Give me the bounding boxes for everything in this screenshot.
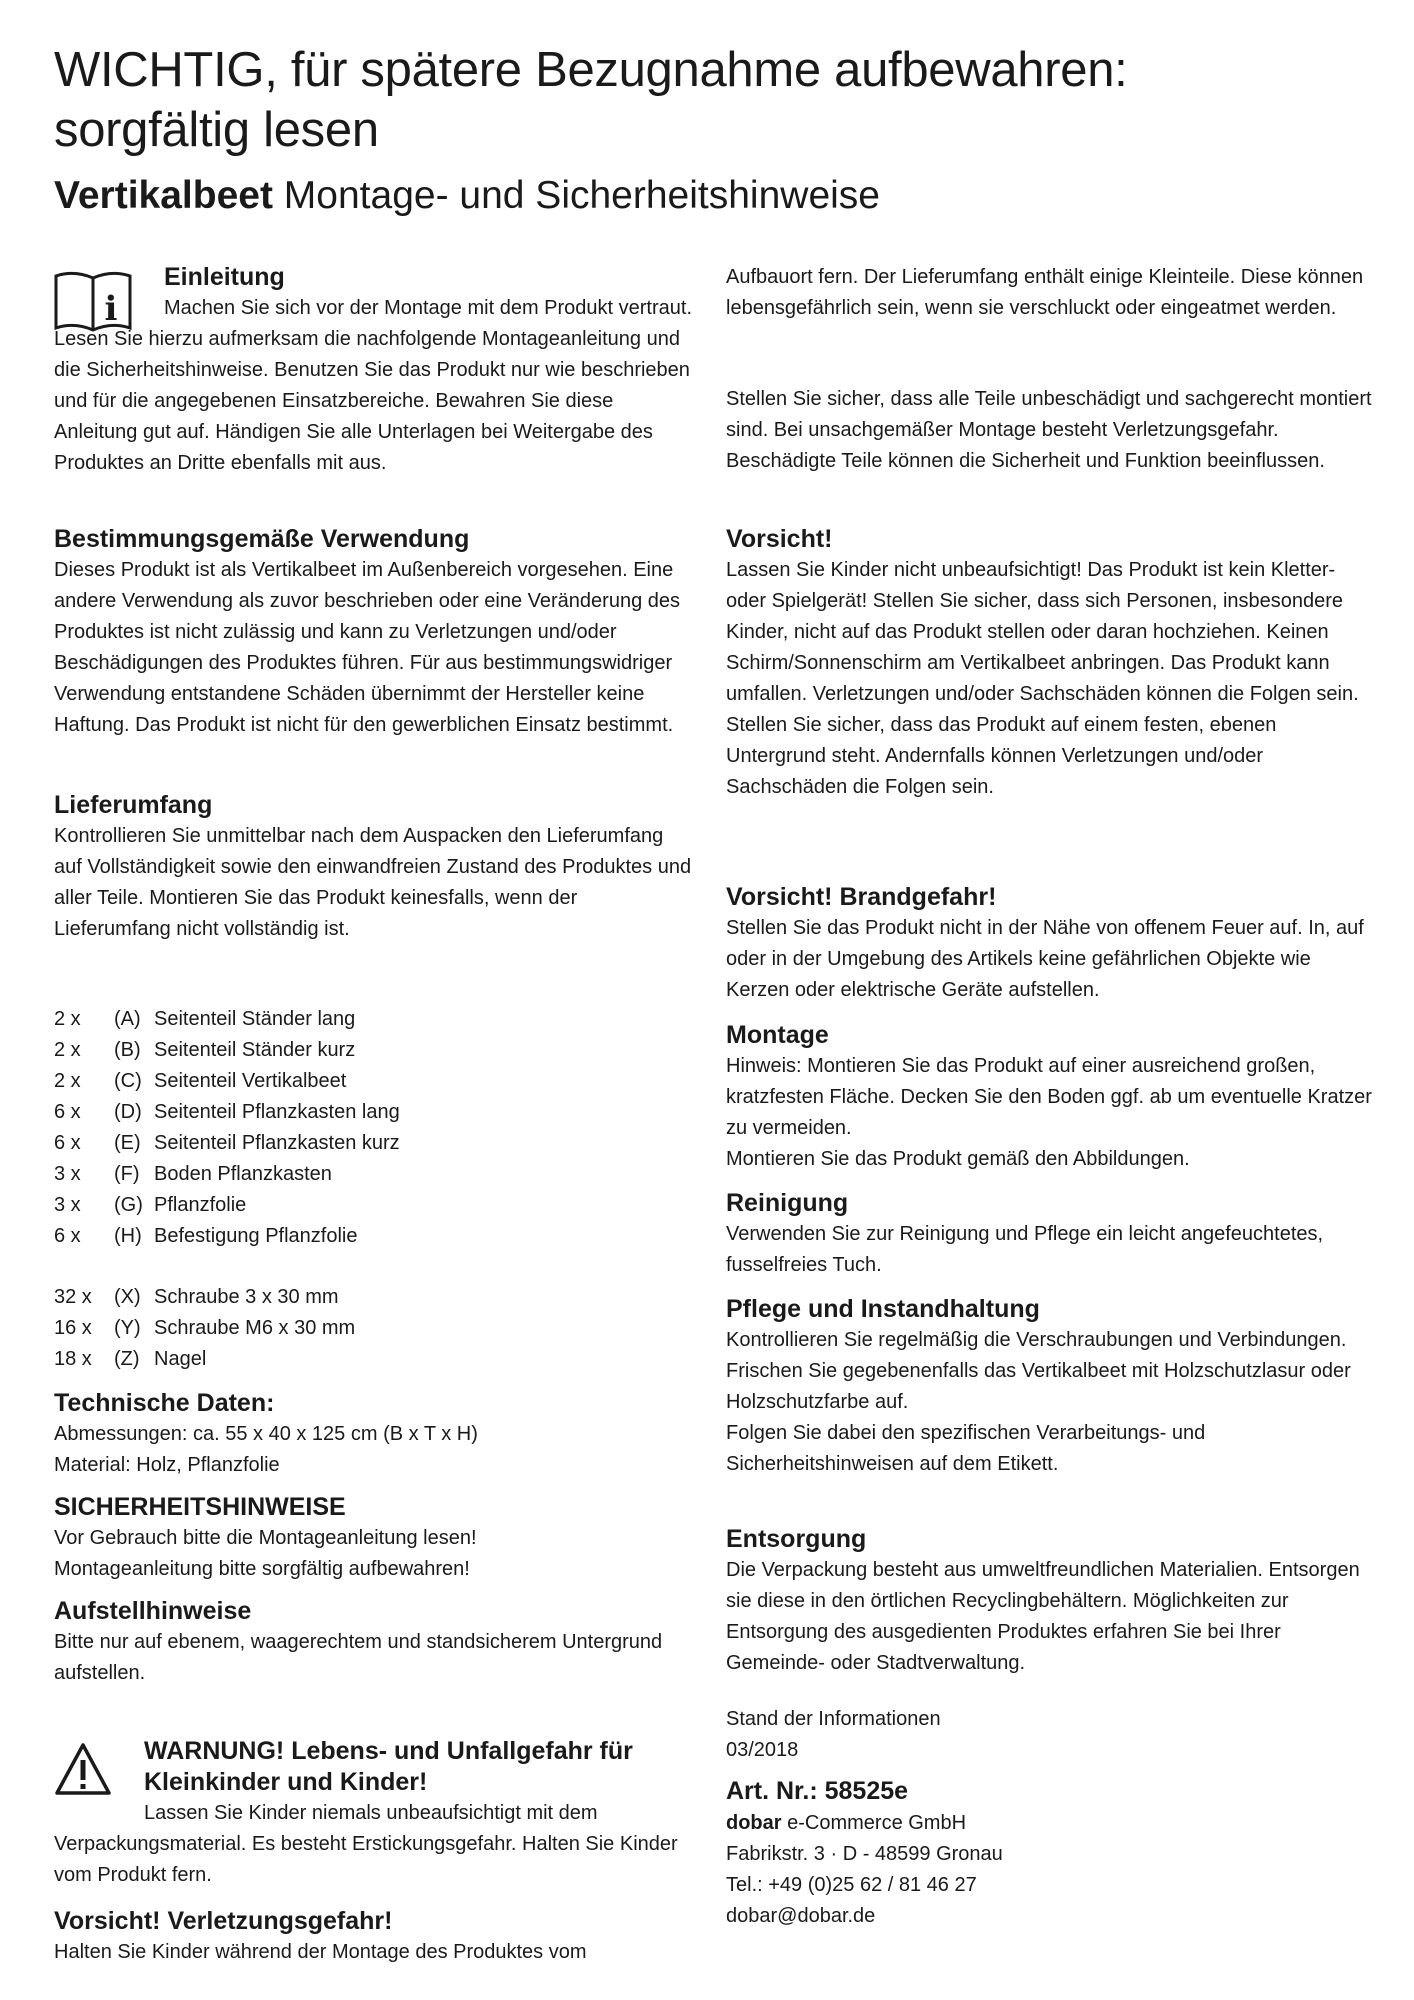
- delivery-text: Kontrollieren Sie unmittelbar nach dem Auspacken den Lieferumfang auf Vollständigkeit sowie den einwandfreien Zustand des Produktes und aller Teile. Montieren Sie das Produkt keinesfalls, wenn der Lieferumfang nicht vollständig ist.: [54, 825, 692, 940]
- intended-use-text: Dieses Produkt ist als Vertikalbeet im Außenbereich vorgesehen. Eine andere Verwendung als zuvor beschrieben oder eine Veränderung des Produktes ist nicht zulässig und kann zu Verletzungen und/oder Beschädigungen des Produktes führen. Für aus bestimmungswidriger Verwendung entstandene Schäden übernimmt der Hersteller keine Haftung. Das Produkt ist nicht für den gewerblichen Einsatz bestimmt.: [54, 559, 680, 736]
- part-letter: (H): [114, 1225, 142, 1247]
- hardware-row: [54, 1282, 355, 1313]
- assembly-heading: Montage: [726, 1021, 829, 1049]
- section-imprint: [726, 1704, 1374, 1932]
- part-name: Nagel: [154, 1348, 207, 1370]
- part-quantity: 3 x: [54, 1163, 81, 1185]
- hardware-row: [54, 1313, 355, 1344]
- company-phone: Tel.: +49 (0)25 62 / 81 46 27: [726, 1874, 977, 1896]
- warning-triangle-icon: [54, 1742, 112, 1796]
- intended-use-heading: Bestimmungsgemäße Verwendung: [54, 525, 470, 553]
- part-name: Seitenteil Pflanzkasten kurz: [154, 1132, 400, 1154]
- tech-dimensions: Abmessungen: ca. 55 x 40 x 125 cm (B x T x H): [54, 1423, 478, 1445]
- info-book-icon: [54, 266, 132, 336]
- company-name: [726, 1808, 1374, 1839]
- part-letter: (X): [114, 1286, 141, 1308]
- disposal-heading: Entsorgung: [726, 1525, 867, 1553]
- company-brand: dobar: [726, 1812, 782, 1834]
- tech-heading: Technische Daten:: [54, 1389, 275, 1417]
- disposal-text: Die Verpackung besteht aus umweltfreundlichen Materialien. Entsorgen sie diese in den örtlichen Recyclingbehältern. Möglichkeiten zur Entsorgung des ausgedienten Produktes erfahren Sie bei Ihrer Gemeinde- oder Stadtverwaltung.: [726, 1559, 1360, 1674]
- parts-list: [54, 1004, 400, 1252]
- intro-text: Machen Sie sich vor der Montage mit dem Produkt vertraut. Lesen Sie hierzu aufmerksam die nachfolgende Montageanleitung und die Sicherheitshinweise. Benutzen Sie das Produkt nur wie beschrieben und für die angegebenen Einsatzbereiche. Bewahren Sie diese Anleitung gut auf. Händigen Sie alle Unterlagen bei Weitergabe des Produktes an Dritte ebenfalls mit aus.: [54, 297, 693, 474]
- care-text-3: Folgen Sie dabei den spezifischen Verarbeitungs- und Sicherheitshinweisen auf dem Etikett.: [726, 1422, 1206, 1475]
- injury-text: Halten Sie Kinder während der Montage des Produktes vom: [54, 1941, 587, 1963]
- info-date: 03/2018: [726, 1739, 799, 1761]
- fire-text: Stellen Sie das Produkt nicht in der Nähe von offenem Feuer auf. In, auf oder in der Umgebung des Artikels keine gefährlichen Objekte wie Kerzen oder elektrische Geräte aufstellen.: [726, 917, 1364, 1001]
- part-name: Seitenteil Ständer lang: [154, 1008, 356, 1030]
- part-name: Schraube 3 x 30 mm: [154, 1286, 339, 1308]
- parts-row: [54, 1035, 400, 1066]
- part-letter: (Y): [114, 1317, 141, 1339]
- title-line-1: WICHTIG, für spätere Bezugnahme aufbewahren:: [54, 43, 1128, 97]
- caution-text-2: Stellen Sie sicher, dass das Produkt auf einem festen, ebenen Untergrund steht. Andernfalls können Verletzungen und/oder Sachschäden die Folgen sein.: [726, 714, 1277, 798]
- injury-heading: Vorsicht! Verletzungsgefahr!: [54, 1907, 393, 1935]
- part-quantity: 18 x: [54, 1348, 92, 1370]
- page-subtitle: [54, 172, 1374, 220]
- assembly-text-2: Montieren Sie das Produkt gemäß den Abbildungen.: [726, 1148, 1190, 1170]
- section-cleaning: [726, 1188, 1374, 1281]
- parts-check-text: Stellen Sie sicher, dass alle Teile unbeschädigt und sachgerecht montiert sind. Bei unsachgemäßer Montage besteht Verletzungsgefahr. Beschädigte Teile können die Sicherheit und Funktion beeinflussen.: [726, 388, 1372, 472]
- company-email[interactable]: dobar@dobar.de: [726, 1905, 876, 1927]
- cleaning-heading: Reinigung: [726, 1189, 849, 1217]
- subtitle-product: Vertikalbeet: [54, 174, 273, 217]
- part-quantity: 6 x: [54, 1225, 81, 1247]
- info-date-label: Stand der Informationen: [726, 1708, 941, 1730]
- part-letter: (D): [114, 1101, 142, 1123]
- section-technical-data: [54, 1388, 694, 1481]
- safety-line-1: Vor Gebrauch bitte die Montageanleitung lesen!: [54, 1527, 477, 1549]
- part-name: Seitenteil Vertikalbeet: [154, 1070, 347, 1092]
- parts-row: [54, 1004, 400, 1035]
- care-text-1: Kontrollieren Sie regelmäßig die Verschraubungen und Verbindungen.: [726, 1329, 1347, 1351]
- warning-heading-line-2: Kleinkinder und Kinder!: [144, 1768, 428, 1796]
- part-letter: (E): [114, 1132, 141, 1154]
- article-number: Art. Nr.: 58525e: [726, 1777, 909, 1805]
- parts-row: [54, 1097, 400, 1128]
- caution-heading: Vorsicht!: [726, 525, 833, 553]
- warning-heading: [54, 1736, 694, 1798]
- part-quantity: 6 x: [54, 1101, 81, 1123]
- parts-row: [54, 1159, 400, 1190]
- warning-heading-line-1: WARNUNG! Lebens- und Unfallgefahr für: [144, 1737, 633, 1765]
- section-parts-check: [726, 384, 1374, 477]
- setup-heading: Aufstellhinweise: [54, 1597, 252, 1625]
- document-page: [54, 40, 1374, 1963]
- part-name: Pflanzfolie: [154, 1194, 247, 1216]
- part-quantity: 32 x: [54, 1286, 92, 1308]
- warning-text: Lassen Sie Kinder niemals unbeaufsichtigt mit dem Verpackungsmaterial. Es besteht Erstickungsgefahr. Halten Sie Kinder vom Produkt fern.: [54, 1802, 678, 1886]
- section-intro: [54, 262, 694, 479]
- hardware-row: [54, 1344, 355, 1375]
- part-letter: (Z): [114, 1348, 140, 1370]
- section-warning: [54, 1736, 694, 1891]
- part-quantity: 6 x: [54, 1132, 81, 1154]
- part-quantity: 3 x: [54, 1194, 81, 1216]
- safety-heading: SICHERHEITSHINWEISE: [54, 1493, 346, 1521]
- part-name: Schraube M6 x 30 mm: [154, 1317, 356, 1339]
- hardware-list: [54, 1282, 355, 1375]
- page-title: [54, 40, 1374, 160]
- section-assembly: [726, 1020, 1374, 1175]
- section-disposal: [726, 1524, 1374, 1679]
- section-setup: [54, 1596, 694, 1689]
- injury-text-continued: Aufbauort fern. Der Lieferumfang enthält einige Kleinteile. Diese können lebensgefährlich sein, wenn sie verschluckt oder eingeatmet werden.: [726, 266, 1364, 319]
- assembly-text-1: Hinweis: Montieren Sie das Produkt auf einer ausreichend großen, kratzfesten Fläche. Decken Sie den Boden ggf. ab um eventuelle Kratzer zu vermeiden.: [726, 1055, 1372, 1139]
- part-letter: (A): [114, 1008, 141, 1030]
- part-letter: (G): [114, 1194, 143, 1216]
- section-fire: [726, 882, 1374, 1006]
- part-letter: (F): [114, 1163, 140, 1185]
- fire-heading: Vorsicht! Brandgefahr!: [726, 883, 997, 911]
- safety-line-2: Montageanleitung bitte sorgfältig aufbewahren!: [54, 1558, 470, 1580]
- part-quantity: 2 x: [54, 1008, 81, 1030]
- part-quantity: 2 x: [54, 1070, 81, 1092]
- part-name: Boden Pflanzkasten: [154, 1163, 332, 1185]
- parts-row: [54, 1066, 400, 1097]
- title-line-2: sorgfältig lesen: [54, 103, 379, 157]
- part-name: Seitenteil Ständer kurz: [154, 1039, 356, 1061]
- company-suffix: e-Commerce GmbH: [781, 1812, 967, 1834]
- section-injury-continued: [726, 262, 1374, 324]
- section-safety: [54, 1492, 694, 1585]
- parts-row: [54, 1190, 400, 1221]
- part-name: Seitenteil Pflanzkasten lang: [154, 1101, 400, 1123]
- part-quantity: 2 x: [54, 1039, 81, 1061]
- section-care: [726, 1294, 1374, 1480]
- cleaning-text: Verwenden Sie zur Reinigung und Pflege ein leicht angefeuchtetes, fusselfreies Tuch.: [726, 1223, 1324, 1276]
- company-address: Fabrikstr. 3 · D - 48599 Gronau: [726, 1843, 1003, 1865]
- part-quantity: 16 x: [54, 1317, 92, 1339]
- section-caution: [726, 524, 1374, 803]
- delivery-heading: Lieferumfang: [54, 791, 213, 819]
- part-letter: (B): [114, 1039, 141, 1061]
- tech-material: Material: Holz, Pflanzfolie: [54, 1454, 280, 1476]
- section-delivery: [54, 790, 694, 945]
- svg-text:i: i: [104, 289, 118, 329]
- parts-row: [54, 1128, 400, 1159]
- setup-text: Bitte nur auf ebenem, waagerechtem und standsicherem Untergrund aufstellen.: [54, 1631, 663, 1684]
- section-intended-use: [54, 524, 694, 741]
- intro-heading: Einleitung: [164, 263, 285, 291]
- care-heading: Pflege und Instandhaltung: [726, 1295, 1040, 1323]
- part-name: Befestigung Pflanzfolie: [154, 1225, 358, 1247]
- parts-row: [54, 1221, 400, 1252]
- section-injury: [54, 1906, 694, 1968]
- caution-text-1: Lassen Sie Kinder nicht unbeaufsichtigt! Das Produkt ist kein Kletter- oder Spielgerät! Stellen Sie sicher, dass sich Personen, insbesondere Kinder, nicht auf das Produkt stellen oder daran hochziehen. Keinen Schirm/Sonnenschirm am Vertikalbeet anbringen. Das Produkt kann umfallen. Verletzungen und/oder Sachschäden können die Folgen sein.: [726, 559, 1359, 705]
- subtitle-rest: Montage- und Sicherheitshinweise: [272, 174, 880, 217]
- part-letter: (C): [114, 1070, 142, 1092]
- care-text-2: Frischen Sie gegebenenfalls das Vertikalbeet mit Holzschutzlasur oder Holzschutzfarbe auf.: [726, 1360, 1351, 1413]
